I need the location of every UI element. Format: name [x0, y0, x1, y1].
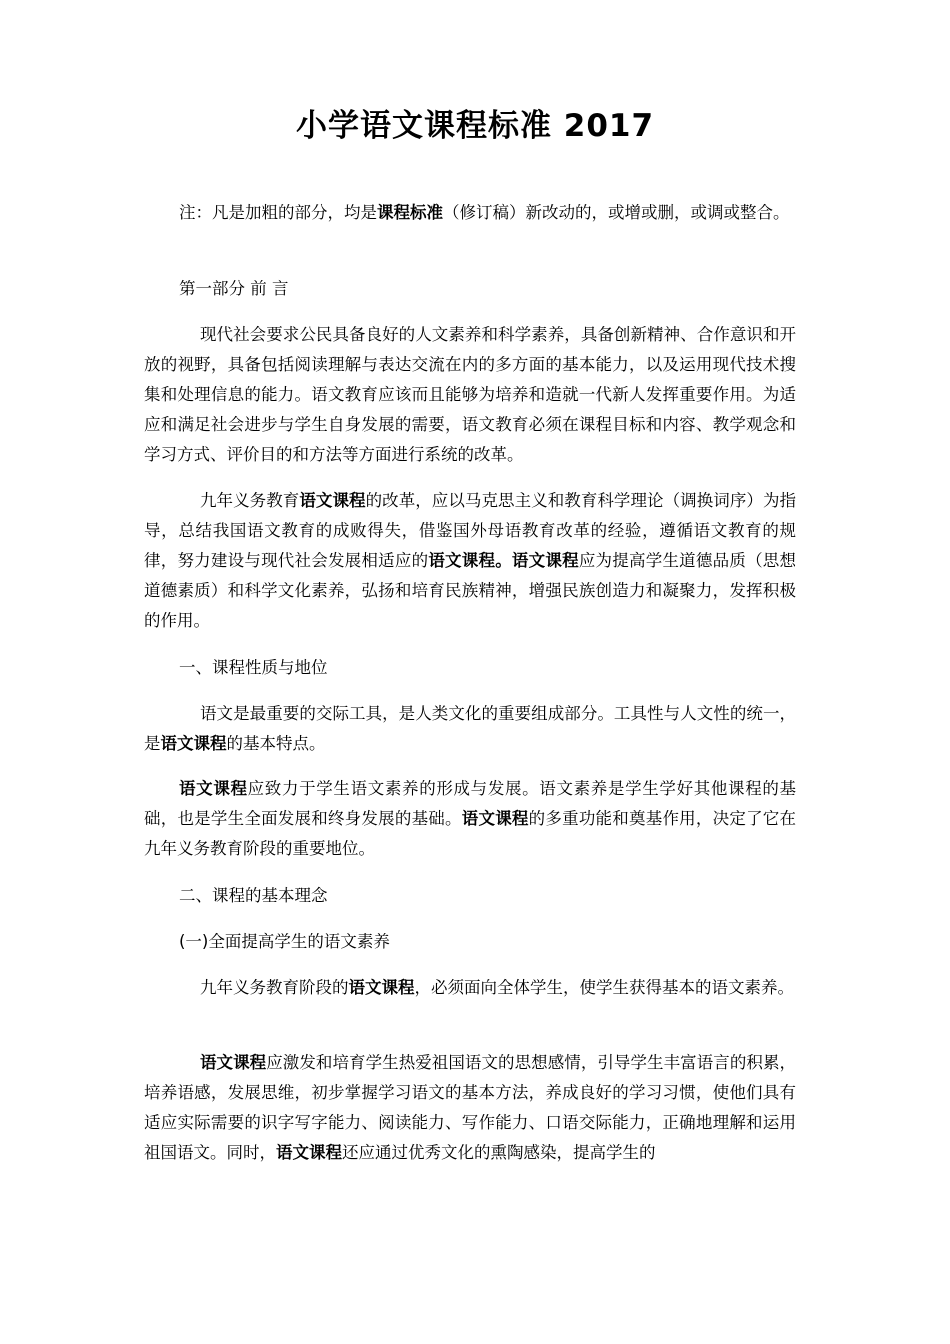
p5-bold-1: 语文课程 — [348, 978, 415, 997]
p6-bold-1: 语文课程 — [200, 1053, 267, 1072]
paragraph-6 — [144, 1048, 796, 1168]
p2-text-1: 九年义务教育 — [200, 491, 300, 510]
note-text-2: （修订稿）新改动的，或增或删，或调或整合。 — [443, 203, 790, 222]
p2-text-3: 应为提高学生道德品质（思想道德素质）和科学文化素养，弘扬和培育民族精神，增强民族创造力和凝聚力，发挥积极的作用。 — [144, 551, 797, 630]
p4-bold-1: 语文课程 — [179, 779, 248, 798]
p5-text-1: 九年义务教育阶段的 — [200, 978, 349, 997]
section2-heading: 二、课程的基本理念 — [179, 886, 328, 905]
p2-text-2: 的改革，应以马克思主义和教育科学理论（调换词序）为指导，总结我国语文教育的成败得失，借鉴国外母语教育改革的经验，遵循语文教育的规律，努力建设与现代社会发展相适应的 — [144, 491, 797, 570]
note-text-1: 注：凡是加粗的部分，均是 — [179, 203, 377, 222]
document-title: 小学语文课程标准 2017 — [295, 108, 655, 144]
p4-text-1: 应致力于学生语文素养的形成与发展。语文素养是学生学好其他课程的基础，也是学生全面发展和终身发展的基础。 — [144, 779, 797, 828]
p3-text-1: 语文是最重要的交际工具，是人类文化的重要组成部分。工具性与人文性的统一，是 — [144, 704, 796, 753]
p6-bold-2: 语文课程 — [276, 1143, 342, 1162]
paragraph-1: 现代社会要求公民具备良好的人文素养和科学素养，具备创新精神、合作意识和开放的视野，具备包括阅读理解与表达交流在内的多方面的基本能力，以及运用现代技术搜集和处理信息的能力。语文教育应该而且能够为培养和造就一代新人发挥重要作用。为适应和满足社会进步与学生自身发展的需要，语文教育必须在课程目标和内容、教学观念和学习方式、评价目的和方法等方面进行系统的改革。 — [144, 325, 796, 464]
p6-text-1: 应激发和培育学生热爱祖国语文的思想感情，引导学生丰富语言的积累，培养语感，发展思维，初步掌握学习语文的基本方法，养成良好的学习习惯，使他们具有适应实际需要的识字写字能力、阅读能力、写作能力、口语交际能力，正确地理解和运用祖国语文。同时， — [144, 1053, 797, 1162]
p4-bold-2: 语文课程 — [461, 809, 529, 828]
section1-heading: 一、课程性质与地位 — [179, 658, 328, 677]
p4-text-2: 的多重功能和奠基作用，决定了它在九年义务教育阶段的重要地位。 — [144, 809, 797, 858]
note-paragraph — [144, 198, 796, 228]
p2-bold-2: 语文课程。语文课程 — [428, 551, 579, 570]
p3-text-2: 的基本特点。 — [226, 734, 326, 753]
subsection1-heading: (一)全面提高学生的语文素养 — [179, 932, 390, 951]
paragraph-2 — [144, 486, 796, 636]
paragraph-3 — [144, 699, 796, 759]
p2-bold-1: 语文课程 — [299, 491, 366, 510]
part1-heading: 第一部分 前 言 — [179, 279, 289, 298]
paragraph-4 — [144, 774, 796, 864]
paragraph-5 — [144, 973, 796, 1003]
p3-bold-1: 语文课程 — [160, 734, 227, 753]
p5-text-2: ，必须面向全体学生，使学生获得基本的语文素养。 — [414, 978, 794, 997]
p6-text-2: 还应通过优秀文化的熏陶感染，提高学生的 — [342, 1143, 656, 1162]
note-bold-1: 课程标准 — [377, 203, 443, 222]
